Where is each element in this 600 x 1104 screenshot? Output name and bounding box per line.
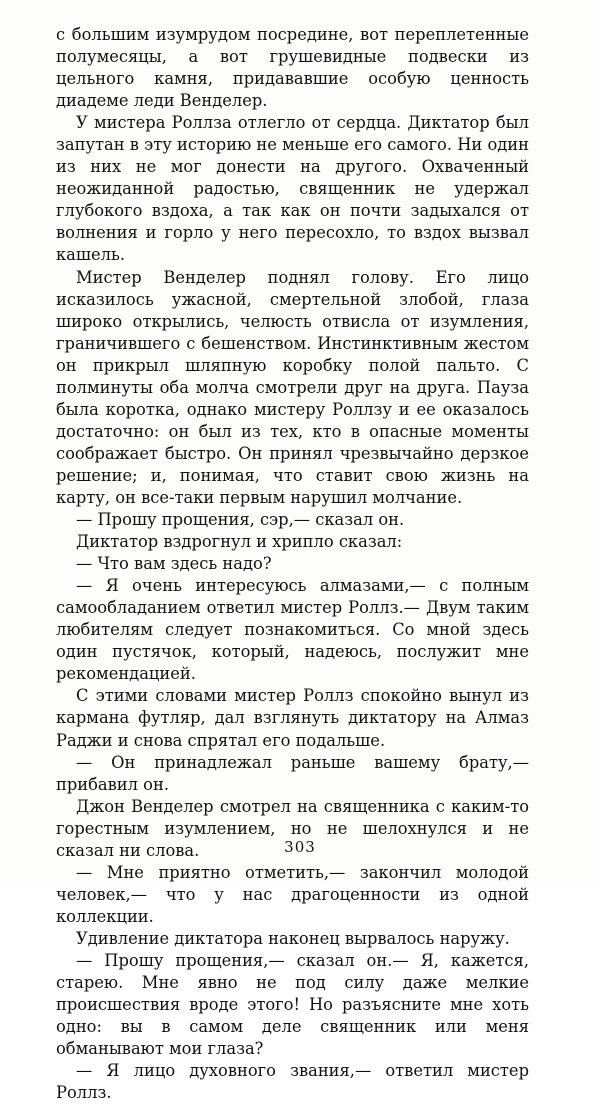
paragraph-14: — Я лицо духовного звания,— ответил мистер Роллз. — [56, 1061, 529, 1103]
paragraph-1: с большим изумрудом посредине, вот переплетенные полумесяцы, а вот грушевидные подвески из цельного камня, придававшие особую ценность диадеме леди Венделер. — [56, 25, 529, 111]
page-body-text — [56, 24, 529, 1104]
paragraph-12: Удивление диктатора наконец вырвалось наружу. — [76, 928, 510, 948]
paragraph-4: — Прошу прощения, сэр,— сказал он. — [76, 510, 405, 530]
paragraph-2: У мистера Роллза отлегло от сердца. Диктатор был запутан в эту историю не меньше его самого. Ни один из них не мог донести на другого. Охваченный неожиданной радостью, священник не удержал глубокого вздоха, а так как он почти задыхался от волнения и горло у него пересохло, то вздох вызвал кашель. — [56, 113, 529, 265]
paragraph-9: — Он принадлежал раньше вашему брату,— прибавил он. — [56, 752, 529, 794]
paragraph-13: — Прошу прощения,— сказал он.— Я, кажется, старею. Мне явно не под силу даже мелкие происшествия вроде этого! Но разъясните мне хоть одно: вы в самом деле священник или меня обманывают мои глаза? — [56, 950, 529, 1059]
paragraph-7: — Я очень интересуюсь алмазами,— с полным самообладанием ответил мистер Роллз.— Двум таким любителям следует познакомиться. Со мной здесь один пустячок, который, надеюсь, послужит мне рекомендацией. — [56, 576, 529, 684]
paragraph-6: — Что вам здесь надо? — [76, 554, 272, 574]
paragraph-11: — Мне приятно отметить,— закончил молодой человек,— что у нас драгоценности из одной коллекции. — [56, 862, 529, 926]
page-number: 303 — [284, 838, 316, 856]
paragraph-5: Диктатор вздрогнул и хрипло сказал: — [76, 532, 403, 552]
paragraph-8: С этими словами мистер Роллз спокойно вынул из кармана футляр, дал взглянуть диктатору на Алмаз Раджи и снова спрятал его подальше. — [56, 686, 529, 750]
paragraph-3: Мистер Венделер поднял голову. Его лицо исказилось ужасной, смертельной злобой, глаза широко открылись, челюсть отвисла от изумления, граничившего с бешенством. Инстинктивным жестом он прикрыл шляпную коробку полой пальто. С полминуты оба молча смотрели друг на друга. Пауза была коротка, однако мистеру Роллзу и ее оказалось достаточно: он был из тех, кто в опасные моменты соображает быстро. Он принял чрезвычайно дерзкое решение; и, понимая, что ставит свою жизнь на карту, он все-таки первым нарушил молчание. — [56, 267, 529, 507]
paragraph-10: Джон Венделер смотрел на священника с каким-то горестным изумлением, но не шелохнулся и не сказал ни слова. — [56, 796, 529, 860]
